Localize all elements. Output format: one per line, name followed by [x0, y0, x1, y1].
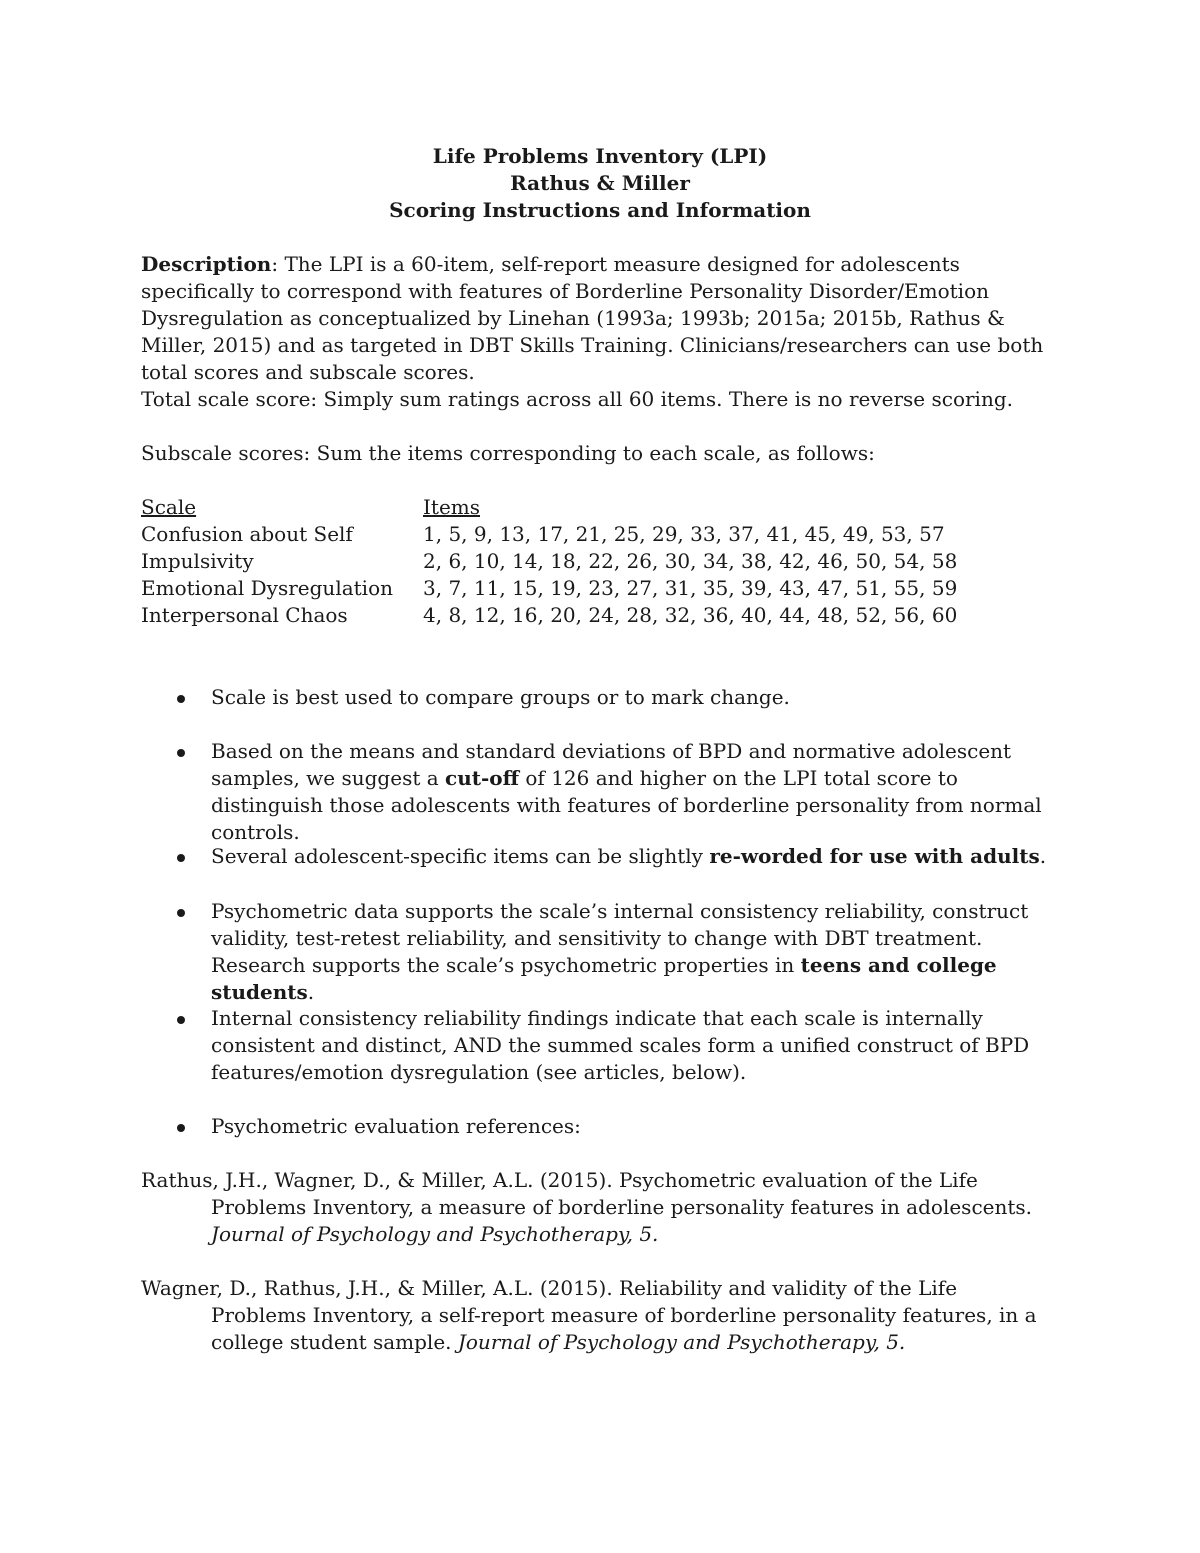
bullet-dot-icon — [177, 1016, 185, 1024]
bullet-dot-icon — [177, 695, 185, 703]
scale-name: Interpersonal Chaos — [141, 603, 348, 627]
bullet-bold-text: re-worded for use with adults — [709, 844, 1040, 868]
reference-entry — [141, 1167, 1051, 1248]
table-row — [141, 521, 957, 548]
scale-name: Confusion about Self — [141, 522, 353, 546]
reference-text: Problems Inventory, a measure of borderline personality features in adolescents. — [211, 1195, 1033, 1219]
scale-name: Emotional Dysregulation — [141, 576, 393, 600]
description-label: Description — [141, 252, 272, 276]
table-row — [141, 575, 957, 602]
bullet-item — [141, 898, 1071, 1006]
reference-continuation — [141, 1194, 1051, 1248]
reference-journal: Journal of Psychology and Psychotherapy, 5. — [457, 1330, 906, 1354]
bullet-item — [141, 1005, 1071, 1086]
bullet-text-part: . — [307, 980, 315, 1004]
bullet-item — [141, 843, 1071, 870]
bullet-text: Internal consistency reliability findings indicate that each scale is internally consistent and distinct, AND the summed scales form a unified construct of BPD features/emotion dysregulation (see articles, below). — [211, 1006, 1030, 1084]
bullet-text-part: Based on the means and standard deviations of BPD and normative adolescent samples, we suggest a — [211, 739, 1012, 790]
bullet-bold-text: cut-off — [445, 766, 520, 790]
bullet-item — [141, 684, 1071, 711]
bullet-dot-icon — [177, 854, 185, 862]
bullet-item — [141, 738, 1071, 846]
bullet-dot-icon — [177, 1124, 185, 1132]
bullet-item — [141, 1113, 1071, 1140]
document-header — [0, 143, 1200, 224]
description-paragraph — [141, 251, 1071, 386]
reference-first-line: Rathus, J.H., Wagner, D., & Miller, A.L. (2015). Psychometric evaluation of the Life — [141, 1168, 978, 1192]
bullet-text — [211, 738, 1071, 846]
bullet-text-part: of 126 and higher on the LPI total score to distinguish those adolescents with features of borderline personality from normal controls. — [211, 766, 1042, 844]
scale-items: 2, 6, 10, 14, 18, 22, 26, 30, 34, 38, 42, 46, 50, 54, 58 — [423, 549, 958, 573]
document-authors: Rathus & Miller — [510, 171, 690, 195]
header-scale: Scale — [141, 495, 197, 519]
bullet-text-part: Several adolescent-specific items can be slightly — [211, 844, 710, 868]
reference-first-line: Wagner, D., Rathus, J.H., & Miller, A.L. (2015). Reliability and validity of the Life — [141, 1276, 958, 1300]
bullet-text: Psychometric evaluation references: — [211, 1114, 581, 1138]
reference-continuation — [141, 1302, 1051, 1356]
subscale-table — [141, 494, 957, 629]
total-score-paragraph: Total scale score: Simply sum ratings across all 60 items. There is no reverse scoring. — [141, 387, 1013, 411]
reference-journal: Journal of Psychology and Psychotherapy, 5. — [211, 1222, 659, 1246]
scale-name: Impulsivity — [141, 549, 254, 573]
bullet-text — [211, 843, 1071, 870]
scale-items: 3, 7, 11, 15, 19, 23, 27, 31, 35, 39, 43, 47, 51, 55, 59 — [423, 576, 958, 600]
table-row — [141, 602, 957, 629]
table-row — [141, 548, 957, 575]
reference-entry — [141, 1275, 1051, 1356]
bullet-text-part: Psychometric data supports the scale’s internal consistency reliability, construct validity, test-retest reliability, and sensitivity to change with DBT treatment. Research supports the scale’s psychometric properties in — [211, 899, 1029, 977]
header-items: Items — [423, 495, 481, 519]
bullet-dot-icon — [177, 749, 185, 757]
bullet-text-part: . — [1039, 844, 1047, 868]
document-subtitle: Scoring Instructions and Information — [389, 198, 811, 222]
scale-items: 1, 5, 9, 13, 17, 21, 25, 29, 33, 37, 41, 45, 49, 53, 57 — [423, 522, 945, 546]
reference-text: Problems Inventory, a self-report measure of borderline personality features, in a college student sample. — [211, 1303, 1037, 1354]
description-text: : The LPI is a 60-item, self-report measure designed for adolescents specifically to correspond with features of Borderline Personality Disorder/Emotion Dysregulation as conceptualized by Linehan (1993a; 1993b; 2015a; 2015b, Rathus & Miller, 2015) and as targeted in DBT Skills Training. Clinicians/researchers can use both total scores and subscale scores. — [141, 252, 1044, 384]
bullet-dot-icon — [177, 909, 185, 917]
table-header-row — [141, 494, 957, 521]
bullet-text — [211, 898, 1071, 1006]
document-title: Life Problems Inventory (LPI) — [432, 144, 768, 168]
bullet-text: Scale is best used to compare groups or to mark change. — [211, 685, 790, 709]
bullet-bold-text: teens and college students — [211, 953, 997, 1004]
scale-items: 4, 8, 12, 16, 20, 24, 28, 32, 36, 40, 44, 48, 52, 56, 60 — [423, 603, 958, 627]
subscale-intro-paragraph: Subscale scores: Sum the items corresponding to each scale, as follows: — [141, 441, 875, 465]
